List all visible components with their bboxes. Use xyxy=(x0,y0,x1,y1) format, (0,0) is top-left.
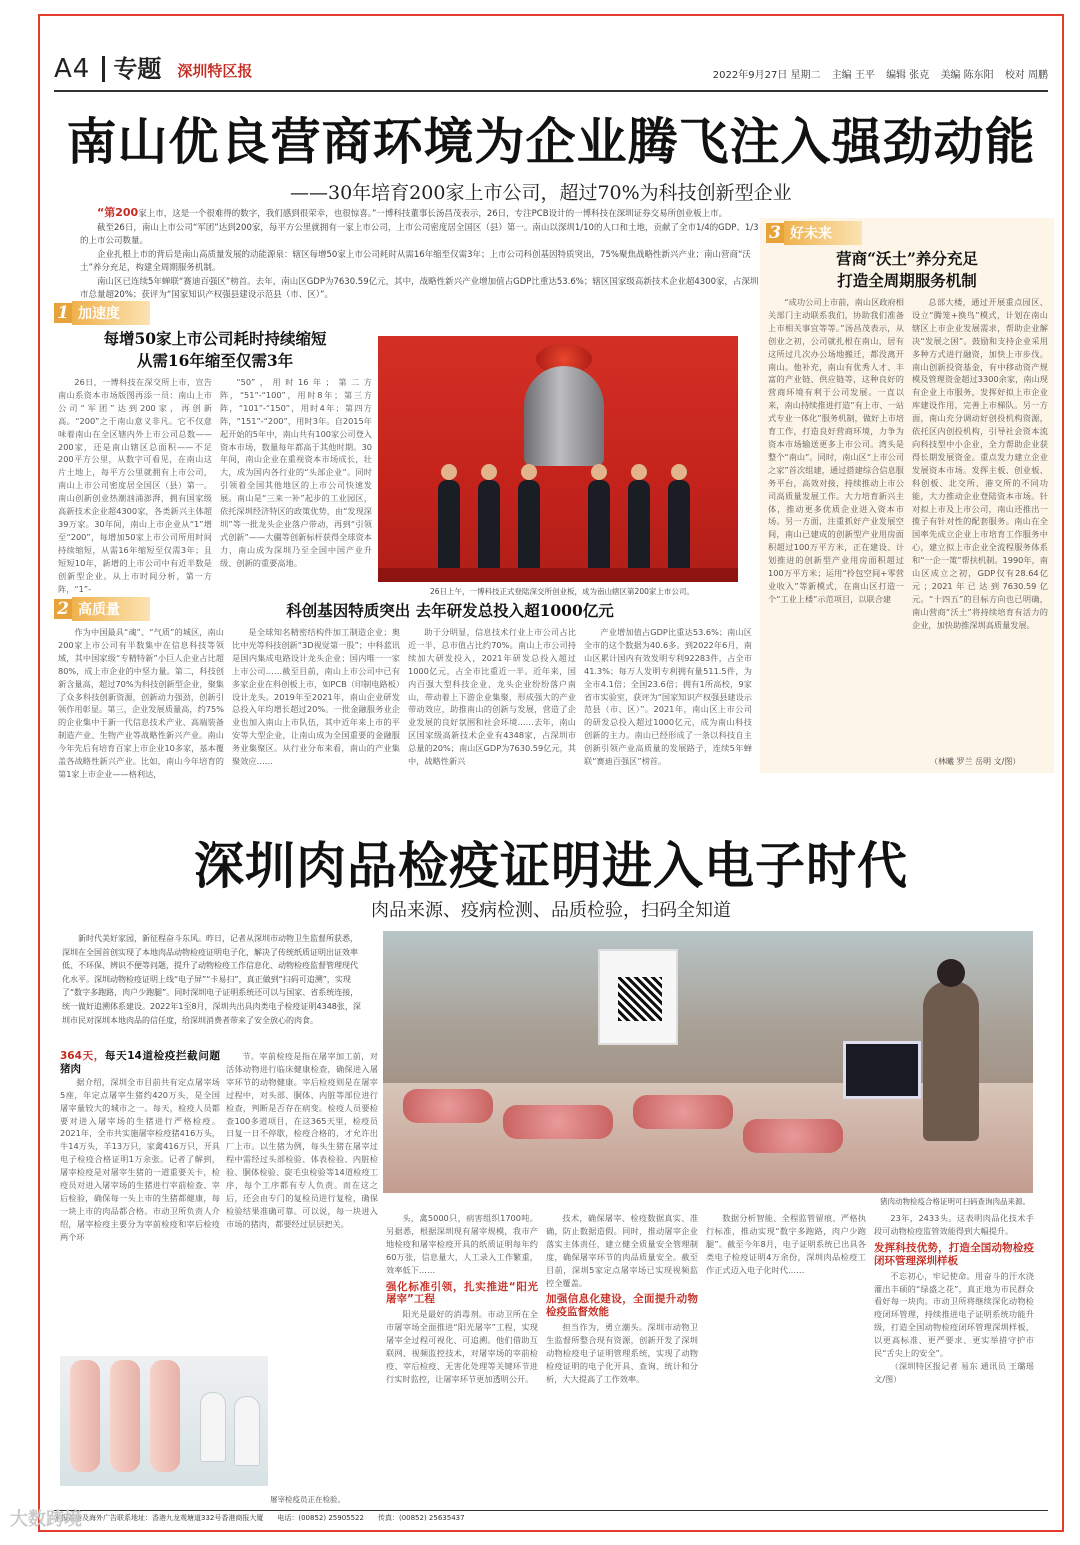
section3-box xyxy=(760,218,1054,773)
issue-meta xyxy=(705,66,1048,81)
intro-lead: “第200 xyxy=(97,206,139,219)
market-photo-caption: 猪肉动物检疫合格证明可扫码查询肉品来源。 xyxy=(880,1197,1030,1206)
inspector xyxy=(234,1396,260,1466)
meat-market-photo xyxy=(383,931,1033,1193)
pig-carcass xyxy=(70,1360,100,1472)
section-label-2: 2 高质量 xyxy=(54,598,150,620)
section1-col-1: 26日，一博科技在深交所上市，宣告南山系资本市场版图再添一员：南山上市公司“军团”达到200家，再创新高。“200”之于南山意义非凡。它不仅意味着南山在全区辖内外上市公司总数——200家，还是南山辖区总面积——不足200平方公里，从数字可看见，在南山这片土地上，每平方公里就拥有上市公司，南山上市公司密度居全国区（县）第一。南山创新创业热潮汹涌澎湃，拥有国家级高新技术企业超4300家，各类新兴主体超39万家。30年间，南山上市企业从“1”增至“200”，每增加50家上市公司所用时间持续缩短，从需16年缩短至仅需3年；且短短10年，新增的上市公司中有近半数是创新型企业。从上市时间分析，第一方阵，“1”- xyxy=(58,377,212,594)
issue-date: 2022年9月27日 星期二 xyxy=(712,70,821,81)
subheadline-2: 肉品来源、疫病检测、品质检验，扫码全知道 xyxy=(371,900,731,921)
podium xyxy=(378,568,738,582)
staff-designer: 美编 陈东阳 xyxy=(940,70,994,81)
section2-col-3: 助于分明显，信息技术行业上市公司占比近一半，总市值占比约70%。南山上市公司持续加大研发投入，2021年研发总投入超过1000亿元，占全市比重近一半。近年来，国内百强大型科技企业、龙头企业纷纷落户南山，带动着上下游企业集聚，形成强大的产业带动效应，助推南山的创新与发展，营造了企业发展的良好氛围和社会环境……去年，南山区国家级高新技术企业有4348家，占深圳市总量的20%；南山区GDP为7630.59亿元，其中，战略性新兴 xyxy=(408,627,576,767)
article2-col-2: 节。宰前检疫是指在屠宰加工前，对活体动物进行临床健康检查，确保进入屠宰环节的动物健康。宰后检疫则是在屠宰过程中，对头部、胴体、内脏等部位进行检查，判断是否存在病变。检疫人员要检查100多道项目，在这365天里，检疫员日复一日不停歇，检疫合格的，才允许出厂上市。以生猪为例，每头生猪在屠宰过程中需经过头部检验、体表检验、内脏检验、胴体检验、旋毛虫检验等14道检疫工序，每个工序都有专人负责。而在这之后，还会由专门的复检员进行复检，确保检验结果准确可靠。可以说，每一块进入市场的猪肉，都要经过层层把关。 xyxy=(226,1051,378,1229)
bell-photo-caption: 26日上午，一博科技正式登陆深交所创业板，成为南山辖区第200家上市公司。 xyxy=(430,587,694,596)
watermark-logo: 大数跨境 xyxy=(10,1509,82,1530)
qr-sign xyxy=(598,949,678,1045)
section3-byline: （林曦 罗兰 岳明 文/图） xyxy=(930,757,1021,766)
section2-col-2: 是全球知名精密结构件加工制造企业；奥比中光等科技创新“3D视觉第一股”；中科蓝讯是国内集成电路设计龙头企业；国内唯一一家上市公司……截至目前，南山上市公司中已有多家企业在科创板上市，如PCB（印制电路板）设计龙头。2019年至2021年，南山企业研发总投入年均增长超过20%。一批金融服务业企业也加入南山上市队伍，其中近年来上市的平安等大型企业，让南山成为全国重要的金融服务业集聚区。从行业分布来看，南山的产业集聚效应…… xyxy=(232,627,400,767)
headline-2: 深圳肉品检疫证明进入电子时代 xyxy=(194,837,908,895)
staff-proofreader: 校对 周鹏 xyxy=(1004,70,1048,81)
article2-col-5: 数据分析智能、全程监管留痕、严格执行标准，推动实现“数字多跑路，肉户少跑腿”。截至今年8月，电子证明系统已出具各类电子检疫证明4万余份，深圳肉品检疫工作正式迈入电子化时代…… xyxy=(706,1213,866,1275)
inspector xyxy=(200,1392,226,1462)
article2-col-3: 头，禽5000只，病害组织1700吨。另据悉，根据深圳现有屠宰规模，我市产地检疫和屠宰检疫开具的纸质证明每年约60万张，信息量大，人工录入工作繁重，效率低下…… 强化标准引领，扎实推进“阳光屠宰”工程 阳光是最好的消毒剂。市动卫所在全市屠宰场全面推进“阳光屠宰”工程，实现屠宰全过程可视化、可追溯。他们借助互联网、视频监控技术，对屠宰场的宰前检疫、宰后检疫、无害化处理等关键环节进行实时监控，让屠宰环节更加透明公开。 xyxy=(386,1213,538,1384)
person xyxy=(588,480,610,576)
section-label-3: 3 好未来 xyxy=(766,222,862,244)
newspaper-page xyxy=(38,14,1064,1532)
section1-title: 每增50家上市公司耗时持续缩短 从需16年缩至仅需3年 xyxy=(103,329,327,370)
section2-col-1: 作为中国最具“魂”、“气质”的城区，南山200家上市公司有半数集中在信息科技等领域，其中国家级“专精特新”小巨人企业占比超80%，成上市企业的中坚力量。第二，科技创新含量高，超过70%为科技创新型企业，聚集了众多科技创新资源，创新动力强劲，创新引领作用彰显。第三，企业发展质量高，约75%的企业集中于新一代信息技术产业、高端装备制造产业、生物产业等战略性新兴产业。南山今年先后有培育百家上市企业10多家，基本覆盖各战略性新兴产业。比如，南山今年培育的第1家上市企业——格利达， xyxy=(58,627,224,779)
article2-col-1: 364天，每天14道检疫拦截问题猪肉 据介绍，深圳全市目前共有定点屠宰场5座，年定点屠宰生猪约420万头，是全国屠宰量较大的城市之一。每天，检疫人员都要对进入屠宰场的生猪进行严格检疫。2021年，全市共实施屠宰检疫猪416万头，牛14万头，羊13万只，家禽416万只，开具电子检疫合格证明1万余张。记者了解到，屠宰检疫是对屠宰生猪的一道重要关卡，检疫员对进入屠宰场的生猪进行宰前检查、宰后检验，确保每一头上市的生猪都健康，每一块上市的肉品都合格。市动卫所负责人介绍，屠宰检疫主要分为宰前检疫和宰后检疫两个环 xyxy=(60,1050,220,1242)
article2-col-6: 23年，2433头。这表明肉品化技术手段可动物检疫监管效能得到大幅提升。 发挥科技优势，打造全国动物检疫闭环管理深圳样板 不忘初心，牢记使命。用奋斗的汗水浇灌出丰硕的“绿盛之花”，真正地为市民群众看好每一块肉。市动卫所将继续深化动物检疫闭环管理，持续推进电子证明系统功能升级，打造全国动物检疫闭环管理深圳样板，以更高标准、更严要求、更实举措守护市民“舌尖上的安全”。 （深圳特区报记者 易东 通讯员 王璐瑶 文/图） xyxy=(874,1213,1034,1384)
staff-editor: 主编 王平 xyxy=(831,70,875,81)
section-label-1: 1 加速度 xyxy=(54,302,150,324)
pig-carcass xyxy=(110,1360,140,1472)
meat-piece xyxy=(743,1119,843,1153)
page-number: A4 xyxy=(54,54,91,84)
meat-piece xyxy=(503,1105,613,1139)
section1-col-2: “50”，用时16年；第二方阵，“51”-“100”，用时8年；第三方阵，“101”-“150”，用时4年；第四方阵，“151”-“200”，用时3年。自2015年起开始的5年中，南山共有100家公司登入资本市场，数量每年都高于其他时期。30年间，南山企业在重视资本市场成长，壮大，成为国内各行业的“头部企业”。同时引领着全国其他地区的上市公司快速发展。南山是“三来一补”起步的工业园区，依托深圳经济特区的政策优势，由“发现深圳”等一批龙头企业落户带动，再到“引领式创新”——大疆等创新标杆获得全球资本力，南山成为深圳乃至全国中国产业升级、创新的重要高地。 xyxy=(220,377,372,568)
meat-piece xyxy=(633,1095,733,1129)
section3-title: 营商“沃土”养分充足 打造全周期服务机制 xyxy=(836,249,978,290)
scale-screen xyxy=(843,1041,921,1099)
person xyxy=(668,480,690,576)
person xyxy=(478,480,500,576)
headline-1: 南山优良营商环境为企业腾飞注入强劲动能 xyxy=(66,113,1036,171)
paper-logo: 深圳特区报 xyxy=(177,62,253,80)
article2-intro: 新时代美好家园，新征程奋斗东风。昨日，记者从深圳市动物卫生监督所获悉，深圳在全国首创实现了本地肉品动物检疫证明电子化，解决了传统纸质证明出证效率低、不环保、辨识不便等问题，提升了动物检疫工作信息化、动物检疫监督管理现代化水平。深圳动物检疫证明上线“电子屏”“卡易扫”，真正做到“扫码可追溯”，实现了“数字多跑路，肉户少跑腿”。同时深圳电子证明系统还可以与国家、省系统连接，统一做好追溯体系建设。2022年1至8月，深圳共出具肉类电子检疫证明4348张，深圳市民对深圳本地肉品的信任度，给深圳消费者带来了安全放心的肉食。 xyxy=(62,934,361,1025)
section2-col-4: 产业增加值占GDP比重达53.6%；南山区全市的这个数据为40.6多。到2022年6月，南山区累计国内有效发明专利92283件，占全市41.3%；每万人发明专利拥有量511.5件，为全市4.1倍；全国23.6倍；拥有1所高校，9家省市实验室，获评为“国家知识产权强县建设示范县（市、区）”。2021年，南山区上市公司的研发总投入超过1000亿元，成为南山科技创新的主力。南山已经形成了一条以科技自主创新引领产业高质量的发展路子，连续5年蝉联“赛迪百强区”榜首。 xyxy=(584,627,752,767)
section3-col-1: “成功公司上市前，南山区政府相关部门主动联系我们，协助我们准备上市相关事宜等等。”汤昌茂表示，从创业之初，公司就扎根在南山，居有这所过几次办公场地搬迁，都没离开南山。他补充，南山有优秀人才、丰富的产业链、供应链等，这种良好的营商环境有利于公司发展。一直以来，南山持续推进打造“有上市、一站式专业一体化”服务机制，做好上市培育工作，打造良好营商环境，力争为资本市场输送更多上市公司。湾头是整个“南山”。同时，南山区“上市公司之家”首次组建，通过搭建综合信息服务平台，高效对接，持续推动上市公司高质量发展工作。大力培育新兴主体，推动更多优质企业进入资本市场。另一方面，注重抓好产业发展空间，南山已建成的创新型产业用房面积超过100万平方米，正在建设、计划推进的创新型产业用房面积超过100万平方米；运用“拎包空间+零营业收入”等新模式，在南山区打造一个“工业上楼”示范项目，以联合建 xyxy=(768,297,904,604)
masthead xyxy=(54,56,1048,92)
article1-intro: “第200家上市，这是一个很难得的数字，我们感到很荣幸，也很惊喜。”一博科技董事长汤昌茂表示，26日，专注PCB设计的一博科技在深圳证券交易所创业板上市。 截至26日，南山上市公司“军团”达到200家，每平方公里就拥有一家上市公司，上市公司密度居全国区（县）第一。南山以深圳1/10的人口和土地，贡献了全市1/4的GDP、1/3的上市公司数量。 企业扎根上市的背后是南山高质量发展的动能源泉：辖区每增50家上市公司耗时从需16年缩至仅需3年；上市公司科创基因特质突出，75%聚焦战略性新兴产业；南山营商“沃土”养分充足，构建全周期服务机制。 南山区已连续5年蝉联“赛迪百强区”榜首。去年，南山区GDP为7630.59亿元，其中，战略性新兴产业增加值占GDP比重达53.6%；辖区国家级高新技术企业超4300家，占深圳市总量超20%；获评为“国家知识产权强县建设示范县（市、区）”。 xyxy=(80,206,759,300)
bell-icon xyxy=(524,366,604,466)
slaughterhouse-photo xyxy=(60,1356,268,1486)
pig-photo-caption: 屠宰检疫员正在检验。 xyxy=(270,1495,345,1504)
meat-piece xyxy=(403,1089,493,1123)
subheadline-1: ——30年培育200家上市公司，超过70%为科技创新型企业 xyxy=(290,182,792,204)
pig-carcass xyxy=(150,1360,180,1472)
person xyxy=(628,480,650,576)
person xyxy=(518,480,540,576)
divider xyxy=(102,56,105,82)
section2-title: 科创基因特质突出 去年研发总投入超1000亿元 xyxy=(286,601,614,620)
qr-code-icon xyxy=(618,977,662,1021)
ringing-bell-photo xyxy=(378,336,738,582)
staff-editor: 编辑 张克 xyxy=(886,70,930,81)
person xyxy=(438,480,460,576)
section-title: 专题 xyxy=(113,55,162,83)
article2-col-4: 技术，确保屠宰、检疫数据真实、准确，防止数据造假。同时，推动屠宰企业落实主体责任，建立健全质量安全管理制度，确保屠宰环节的肉品质量安全。截至目前，深圳5家定点屠宰场已实现视频监控全覆盖。 加强信息化建设，全面提升动物检疫监督效能 担当作为，勇立潮头。深圳市动物卫生监督所整合现有资源，创新开发了深圳动物检疫电子证明管理系统，实现了动物检疫证明的电子化开具、查询、统计和分析，大大提高了工作效率。 xyxy=(546,1213,698,1384)
shopper xyxy=(923,981,979,1141)
footer: 本报香港及海外广告联系地址：香港九龙观塘道332号香港商报大厦 电话：(00852) 25905522 传真：(00852) 25635437 xyxy=(54,1510,1048,1523)
section3-col-2: 总部大楼，通过开展重点园区、设立“腾笼+换鸟”模式，计划在南山辖区上市企业发展需求，帮助企业解决“发展之困”。鼓励和支持企业采用多种方式进行融资，加快上市步伐。南山创新投资基金，有中移动资产规模及管理资金超过3300余家，南山现有企业上市服务，发挥好拟上市企业库建设作用，完善上市梯队。另一方面，南山充分调动好创投机构资源，依托区内创投机构，引导社会资本流向科技型中小企业，全力帮助企业获得长期发展资金。重点发力建立企业发展资本市场。发挥主板、创业板、科创板、北交所、港交所的不同功能，大力推动企业登陆资本市场。针对拟上市及上市公司，南山还推出一揽子有针对性的配套服务。南山在全国率先成立企业上市培育工作服务中心，建立拟上市企业全流程服务体系和“一企一策”帮扶机制。1990年，南山区成立之初，GDP仅有28.64亿元；2021年已达到7630.59亿元。“十四五”的目标方向也已明确，南山营商“沃土”将持续培育有活力的企业，加快助推深圳高质量发展。 xyxy=(912,297,1048,630)
